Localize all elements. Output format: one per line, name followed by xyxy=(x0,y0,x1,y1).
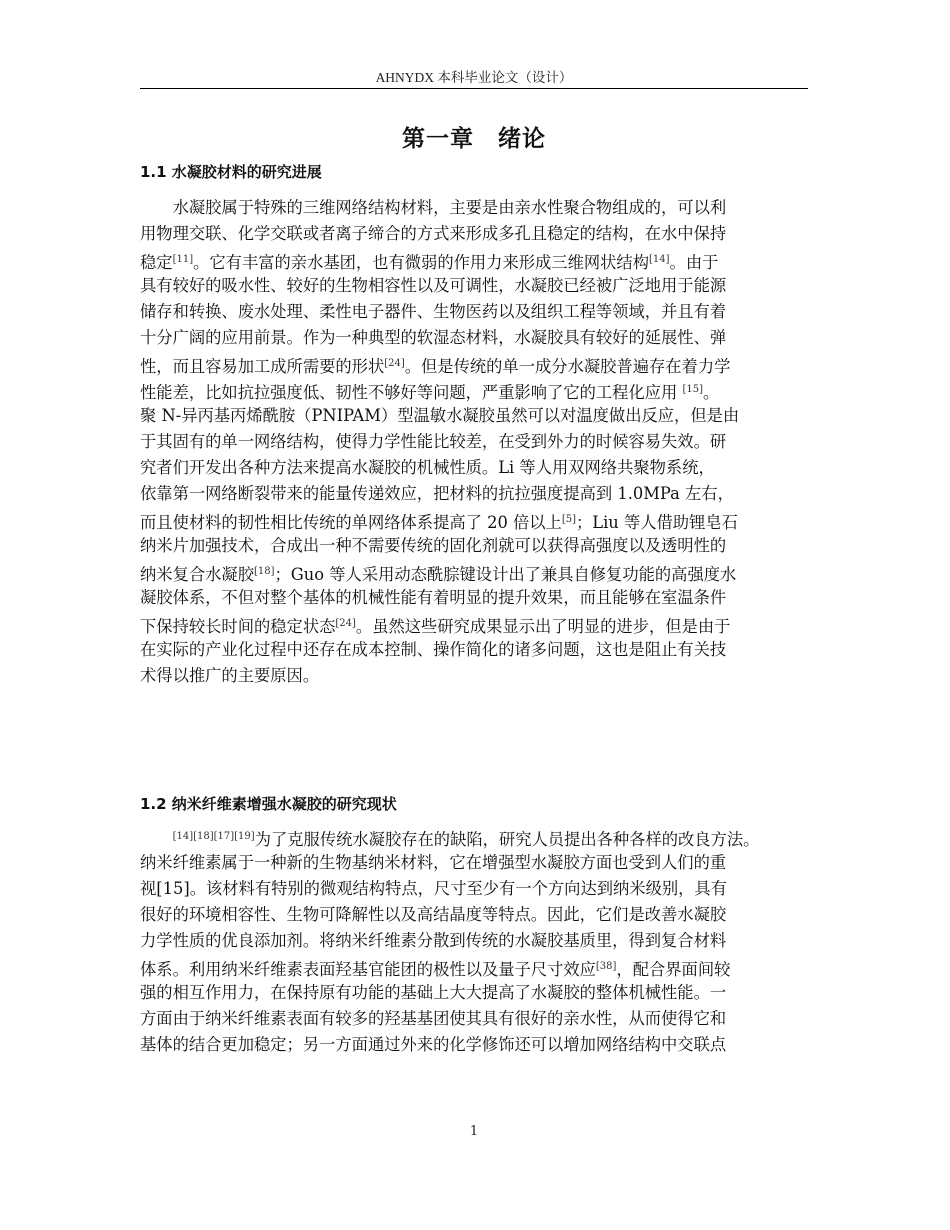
citation: [18] xyxy=(253,566,275,577)
text-line xyxy=(140,247,718,273)
text-line xyxy=(140,928,726,954)
text-run: ；Liu 等人借助锂皂石 xyxy=(576,513,738,532)
text-run: 基体的结合更加稳定；另一方面通过外来的化学修饰还可以增加网络结构中交联点 xyxy=(140,1035,727,1054)
text-run: 聚 N-异丙基丙烯酰胺（PNIPAM）型温敏水凝胶虽然可以对温度做出反应，但是由 xyxy=(140,406,740,425)
citation: [38] xyxy=(595,961,617,972)
text-line xyxy=(140,351,730,377)
text-line xyxy=(140,325,726,351)
citation: [11] xyxy=(172,254,194,265)
text-line xyxy=(140,299,726,325)
text-line xyxy=(140,507,738,533)
text-line xyxy=(140,273,726,299)
text-line xyxy=(140,1032,726,1058)
text-run: 性能差，比如抗拉强度低、韧性不够好等问题，严重影响了它的工程化应用 xyxy=(140,383,683,402)
citation: [24] xyxy=(335,618,356,629)
text-run: 体系。利用纳米纤维素表面羟基官能团的极性以及量子尺寸效应 xyxy=(140,960,596,979)
citation: [24] xyxy=(384,358,405,369)
text-line xyxy=(140,850,726,876)
text-line xyxy=(140,1006,726,1032)
text-line xyxy=(140,902,726,928)
text-run: 纳米片加强技术，合成出一种不需要传统的固化剂就可以获得高强度以及透明性的 xyxy=(140,536,727,555)
text-run: 下保持较长时间的稳定状态 xyxy=(140,617,336,636)
text-run: ；Guo 等人采用动态酰腙键设计出了兼具自修复功能的高强度水 xyxy=(274,565,737,584)
text-run: 究者们开发出各种方法来提高水凝胶的机械性质。Li 等人用双网络共聚物系统， xyxy=(140,458,715,477)
text-run: 为了克服传统水凝胶存在的缺陷，研究人员提出各种各样的改良方法。 xyxy=(254,830,760,849)
text-run: 水凝胶属于特殊的三维网络结构材料，主要是由亲水性聚合物组成的，可以利 xyxy=(140,198,727,217)
text-line xyxy=(140,954,730,980)
text-run: ，配合界面间较 xyxy=(616,960,731,979)
text-run: 很好的环境相容性、生物可降解性以及高结晶度等特点。因此，它们是改善水凝胶 xyxy=(140,905,727,924)
citation: [5] xyxy=(561,514,576,525)
text-run: 性，而且容易加工成所需要的形状 xyxy=(140,357,385,376)
text-line xyxy=(140,455,715,481)
text-line xyxy=(140,876,727,902)
text-run: 。虽然这些研究成果显示出了明显的进步，但是由于 xyxy=(355,617,731,636)
text-run: 而且使材料的韧性相比传统的单网络体系提高了 20 倍以上 xyxy=(140,513,562,532)
text-line xyxy=(140,195,726,221)
header-divider xyxy=(140,88,808,89)
text-line xyxy=(140,377,719,403)
text-run: 术得以推广的主要原因。 xyxy=(140,666,320,685)
page-number: 1 xyxy=(469,1124,479,1139)
text-line xyxy=(140,403,739,429)
text-run: 于其固有的单一网络结构，使得力学性能比较差，在受到外力的时候容易失效。研 xyxy=(140,432,727,451)
page-header: AHNYDX 本科毕业论文（设计） xyxy=(375,70,573,85)
text-run: 。由于 xyxy=(669,253,719,272)
text-line xyxy=(140,585,726,611)
section-heading-1-2: 1.2 纳米纤维素增强水凝胶的研究现状 xyxy=(140,795,397,813)
text-line xyxy=(140,663,319,689)
text-run: 在实际的产业化过程中还存在成本控制、操作简化的诸多问题，这也是阻止有关技 xyxy=(140,640,727,659)
citation: [14] xyxy=(649,254,670,265)
citation: [15] xyxy=(682,384,703,395)
text-run: 。它有丰富的亲水基团，也有微弱的作用力来形成三维网状结构 xyxy=(193,253,649,272)
text-run: 凝胶体系，不但对整个基体的机械性能有着明显的提升效果，而且能够在室温条件 xyxy=(140,588,727,607)
text-run: 力学性质的优良添加剂。将纳米纤维素分散到传统的水凝胶基质里，得到复合材料 xyxy=(140,931,727,950)
text-run: 依靠第一网络断裂带来的能量传递效应，把材料的抗拉强度提高到 1.0MPa 左右， xyxy=(140,484,734,503)
text-run: 。但是传统的单一成分水凝胶普遍存在着力学 xyxy=(404,357,731,376)
text-run: 十分广阔的应用前景。作为一种典型的软湿态材料，水凝胶具有较好的延展性、弹 xyxy=(140,328,727,347)
text-line xyxy=(140,221,726,247)
text-line xyxy=(140,533,726,559)
text-line xyxy=(140,824,759,850)
citation: [14][18][17][19] xyxy=(172,831,255,842)
text-run: 强的相互作用力，在保持原有功能的基础上大大提高了水凝胶的整体机械性能。一 xyxy=(140,983,727,1002)
text-run: 稳定 xyxy=(140,253,173,272)
text-line xyxy=(140,637,726,663)
text-run: 储存和转换、废水处理、柔性电子器件、生物医药以及组织工程等领域，并且有着 xyxy=(140,302,727,321)
text-line xyxy=(140,559,736,585)
text-run: 纳米纤维素属于一种新的生物基纳米材料，它在增强型水凝胶方面也受到人们的重 xyxy=(140,853,727,872)
text-line xyxy=(140,429,726,455)
text-run: 具有较好的吸水性、较好的生物相容性以及可调性，水凝胶已经被广泛地用于能源 xyxy=(140,276,727,295)
text-run: 方面由于纳米纤维素表面有较多的羟基基团使其具有很好的亲水性，从而使得它和 xyxy=(140,1009,727,1028)
text-run: 用物理交联、化学交联或者离子缔合的方式来形成多孔且稳定的结构，在水中保持 xyxy=(140,224,727,243)
text-line xyxy=(140,481,734,507)
text-run: 。 xyxy=(703,383,720,402)
section-heading-1-1: 1.1 水凝胶材料的研究进展 xyxy=(140,163,322,181)
text-line xyxy=(140,611,730,637)
text-run xyxy=(140,830,173,849)
chapter-title: 第一章 绪论 xyxy=(402,126,546,152)
text-run: 视[15]。该材料有特别的微观结构特点，尺寸至少有一个方向达到纳米级别，具有 xyxy=(140,879,727,898)
text-line xyxy=(140,980,726,1006)
text-run: 纳米复合水凝胶 xyxy=(140,565,254,584)
